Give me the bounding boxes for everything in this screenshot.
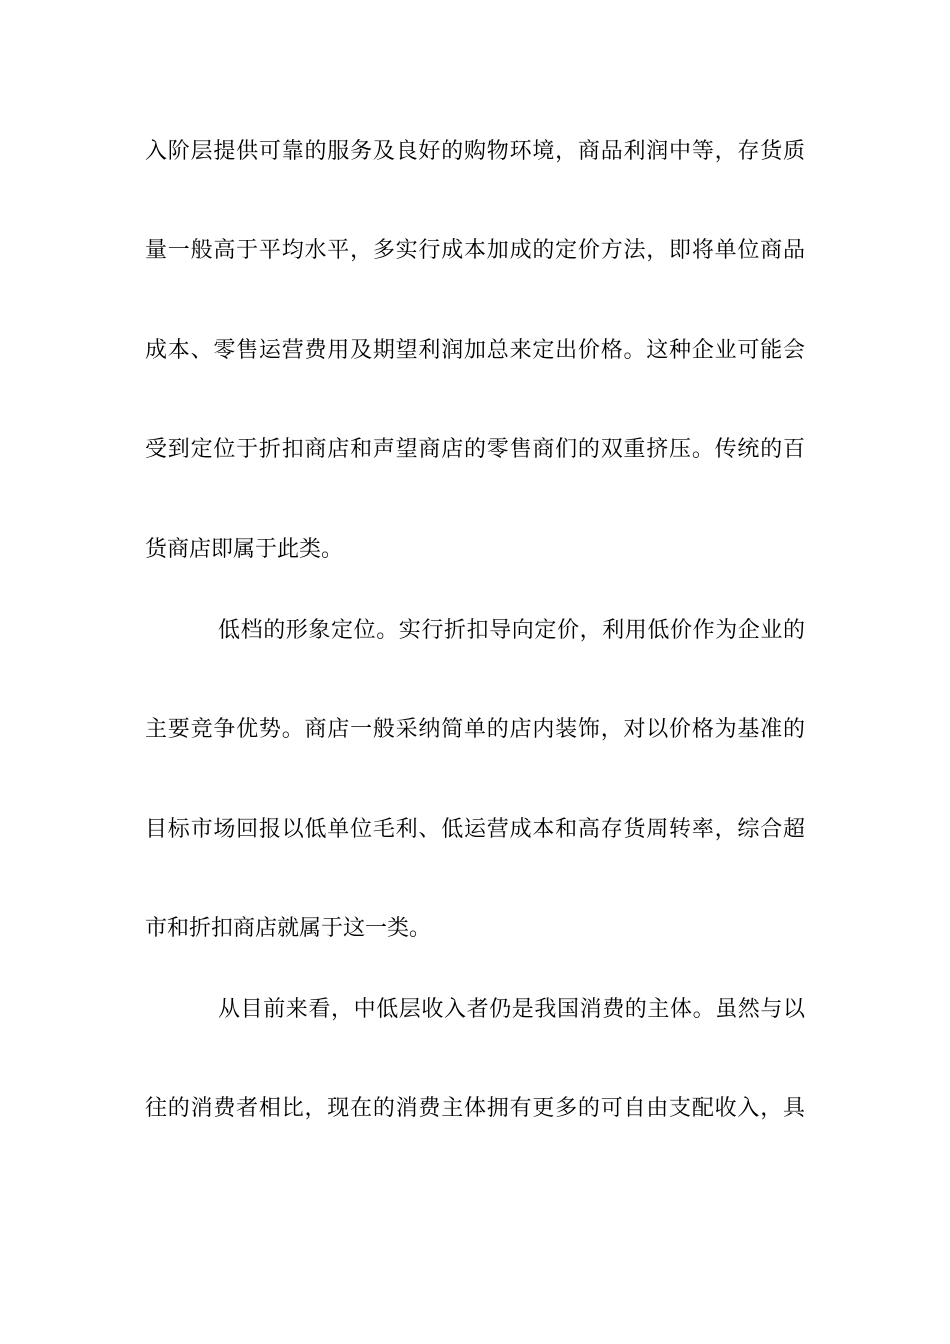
paragraph-line: 货商店即属于此类。 — [145, 537, 344, 562]
paragraph-line: 目标市场回报以低单位毛利、低运营成本和高存货周转率，综合超 — [145, 817, 805, 842]
paragraph-first-line: 低档的形象定位。实行折扣导向定价，利用低价作为企业的 — [218, 618, 805, 643]
paragraph-line: 成本、零售运营费用及期望利润加总来定出价格。这种企业可能会 — [145, 338, 805, 363]
paragraph-line: 受到定位于折扣商店和声望商店的零售商们的双重挤压。传统的百 — [145, 437, 805, 462]
paragraph-line: 市和折扣商店就属于这一类。 — [145, 916, 432, 941]
paragraph-line: 量一般高于平均水平，多实行成本加成的定价方法，即将单位商品 — [145, 238, 805, 263]
paragraph-line: 入阶层提供可靠的服务及良好的购物环境，商品利润中等，存货质 — [145, 139, 805, 164]
paragraph-first-line: 从目前来看，中低层收入者仍是我国消费的主体。虽然与以 — [218, 997, 805, 1022]
paragraph-line: 往的消费者相比，现在的消费主体拥有更多的可自由支配收入，具 — [145, 1096, 805, 1121]
paragraph-line: 主要竞争优势。商店一般采纳简单的店内装饰，对以价格为基准的 — [145, 717, 805, 742]
